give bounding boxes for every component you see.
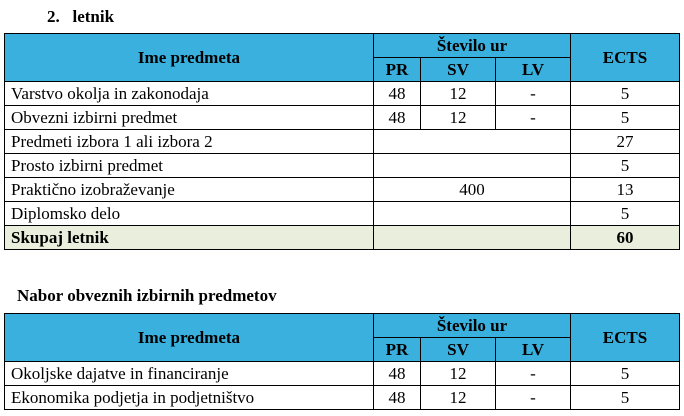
course-name: Obvezni izbirni predmet — [5, 106, 374, 130]
course-hours — [374, 130, 571, 154]
elective-courses-table — [4, 313, 680, 410]
course-lv: - — [496, 362, 571, 386]
col-header-sv: SV — [421, 58, 496, 82]
course-sv: 12 — [421, 106, 496, 130]
course-ects: 5 — [571, 362, 680, 386]
year-title: letnik — [72, 7, 115, 26]
course-name: Prosto izbirni predmet — [5, 154, 374, 178]
table-row — [5, 82, 680, 106]
course-hours: 400 — [374, 178, 571, 202]
col-header-ects: ECTS — [571, 34, 680, 82]
course-name: Predmeti izbora 1 ali izbora 2 — [5, 130, 374, 154]
col-header-lv: LV — [496, 58, 571, 82]
course-sv: 12 — [421, 82, 496, 106]
col-header-lv: LV — [496, 338, 571, 362]
col-header-pr: PR — [374, 338, 421, 362]
table-row — [5, 362, 680, 386]
total-ects: 60 — [571, 226, 680, 250]
year-number: 2. — [47, 7, 60, 26]
course-name: Varstvo okolja in zakonodaja — [5, 82, 374, 106]
course-name: Praktično izobraževanje — [5, 178, 374, 202]
total-hours — [374, 226, 571, 250]
total-label: Skupaj letnik — [5, 226, 374, 250]
course-name: Okoljske dajatve in financiranje — [5, 362, 374, 386]
course-ects: 5 — [571, 106, 680, 130]
course-ects: 5 — [571, 202, 680, 226]
course-sv: 12 — [421, 362, 496, 386]
course-lv: - — [496, 82, 571, 106]
col-header-pr: PR — [374, 58, 421, 82]
course-ects: 13 — [571, 178, 680, 202]
table-row — [5, 106, 680, 130]
course-ects: 5 — [571, 154, 680, 178]
table-row — [5, 386, 680, 410]
table-row — [5, 154, 680, 178]
elective-heading: Nabor obveznih izbirnih predmetov — [17, 286, 277, 305]
course-lv: - — [496, 106, 571, 130]
col-header-hours: Število ur — [374, 314, 571, 338]
col-header-name: Ime predmeta — [5, 34, 374, 82]
course-hours — [374, 154, 571, 178]
course-hours — [374, 202, 571, 226]
course-ects: 5 — [571, 82, 680, 106]
course-name: Ekonomika podjetja in podjetništvo — [5, 386, 374, 410]
course-pr: 48 — [374, 82, 421, 106]
course-ects: 5 — [571, 386, 680, 410]
table-row — [5, 178, 680, 202]
col-header-sv: SV — [421, 338, 496, 362]
course-ects: 27 — [571, 130, 680, 154]
course-pr: 48 — [374, 386, 421, 410]
col-header-name: Ime predmeta — [5, 314, 374, 362]
col-header-hours: Število ur — [374, 34, 571, 58]
course-lv: - — [496, 386, 571, 410]
col-header-ects: ECTS — [571, 314, 680, 362]
table-row — [5, 130, 680, 154]
year-heading — [47, 7, 114, 27]
total-row — [5, 226, 680, 250]
course-pr: 48 — [374, 362, 421, 386]
course-sv: 12 — [421, 386, 496, 410]
course-name: Diplomsko delo — [5, 202, 374, 226]
table-row — [5, 202, 680, 226]
year-courses-table — [4, 33, 680, 250]
course-pr: 48 — [374, 106, 421, 130]
